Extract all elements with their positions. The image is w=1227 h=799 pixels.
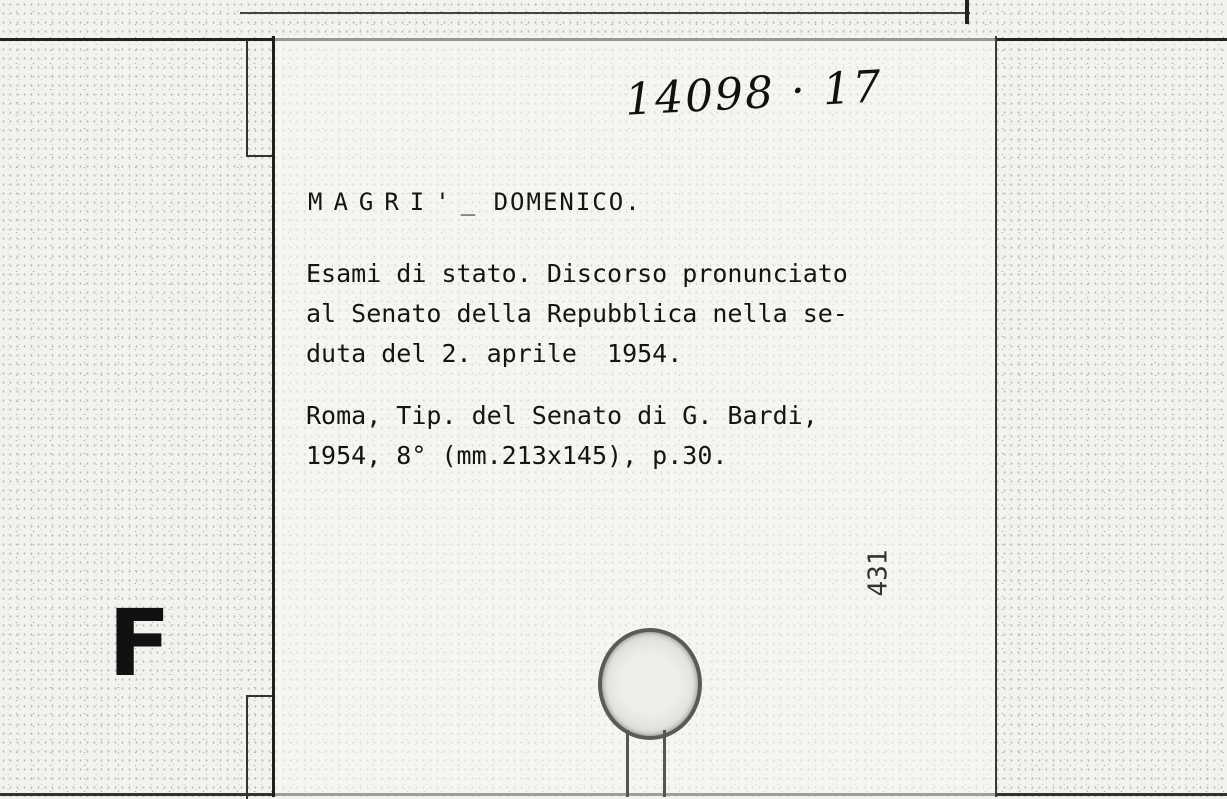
title-description <box>306 254 986 374</box>
description-line: Esami di stato. Discorso pronunciato <box>306 259 848 288</box>
description-line: duta del 2. aprile 1954. <box>306 339 683 368</box>
drawer-letter: F <box>108 590 171 697</box>
punch-hole-slot <box>626 730 666 797</box>
card-tab-bottom <box>246 695 274 799</box>
top-divider <box>965 0 969 24</box>
call-number: 14098 · 17 <box>623 61 885 126</box>
card-tab-top <box>246 40 274 157</box>
imprint-line: Roma, Tip. del Senato di G. Bardi, <box>306 401 818 430</box>
imprint <box>306 396 818 476</box>
description-line: al Senato della Repubblica nella se- <box>306 299 848 328</box>
top-rule-upper <box>240 12 970 14</box>
punch-hole <box>598 628 702 740</box>
stamp-number: 431 <box>863 549 894 597</box>
author-heading <box>308 188 642 216</box>
author-given-name: DOMENICO. <box>493 188 642 216</box>
imprint-line: 1954, 8° (mm.213x145), p.30. <box>306 441 728 470</box>
author-surname: MAGRI' <box>308 188 461 216</box>
author-separator: _ <box>460 188 478 216</box>
